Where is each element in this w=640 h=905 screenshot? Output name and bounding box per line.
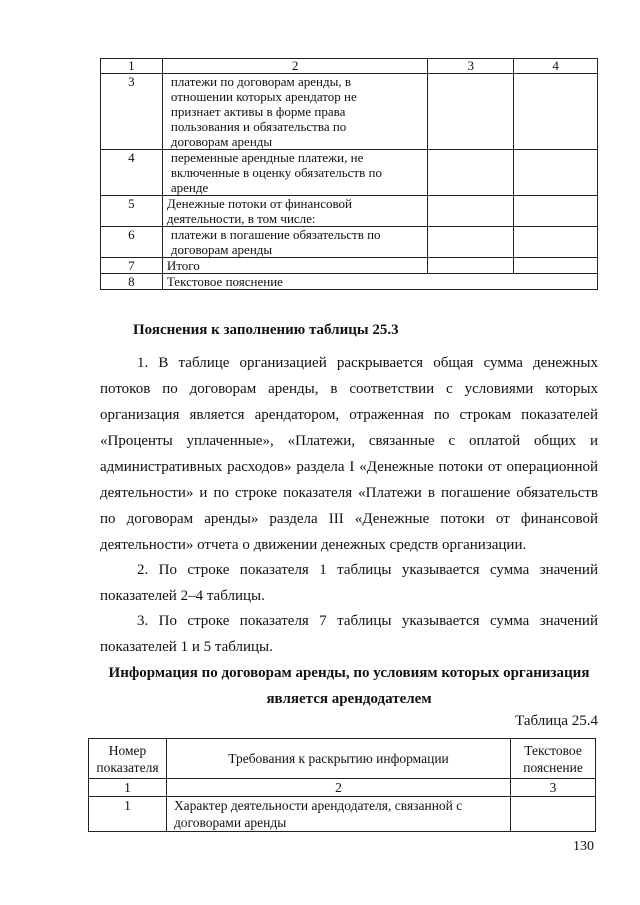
- row-description: переменные арендные платежи, не включенные в оценку обязательств по аренде: [162, 150, 428, 196]
- header-disclosure-requirements: Требования к раскрытию информации: [166, 739, 510, 779]
- column-number-4: 4: [514, 59, 598, 74]
- row-description: Денежные потоки от финансовой деятельности, в том числе:: [162, 196, 428, 227]
- table-row: [101, 258, 598, 274]
- table-row: [101, 150, 598, 196]
- note-paragraph-3: 3. По строке показателя 7 таблицы указывается сумма значений показателей 1 и 5 таблицы.: [100, 613, 598, 655]
- table-25-3-continuation: [100, 58, 598, 290]
- value-cell: [428, 258, 514, 274]
- table-row: [101, 274, 598, 290]
- header-indicator-number: Номер показателя: [89, 739, 167, 779]
- table-25-4: [88, 738, 596, 832]
- value-cell: [428, 74, 514, 150]
- column-number-1: 1: [89, 779, 167, 797]
- value-cell: [514, 258, 598, 274]
- row-number: 5: [101, 196, 163, 227]
- row-number: 1: [89, 797, 167, 832]
- note-paragraph-1: 1. В таблице организацией раскрывается общая сумма денежных потоков по договорам аренды, в соответствии с условиями которых организация является арендатором, отраженная по строкам показателей «Проценты уплаченные», «Платежи, связанные с оплатой общих и административных расходов» раздела I «Денежные потоки от операционной деятельности» и по строке показателя «Платежи в погашение обязательств по договорам аренды» раздела III «Денежные потоки от финансовой деятельности» отчета о движении денежных средств организации.: [100, 355, 598, 553]
- column-number-1: 1: [101, 59, 163, 74]
- row-description: платежи по договорам аренды, в отношении которых арендатор не признает активы в форме права пользования и обязательства по договорам аренды: [162, 74, 428, 150]
- table-row: [101, 196, 598, 227]
- value-cell: [511, 797, 596, 832]
- column-number-2: 2: [166, 779, 510, 797]
- section-title: Информация по договорам аренды, по условиям которых организация является арендодателем: [108, 665, 590, 707]
- table-number-row: [89, 779, 596, 797]
- page-number: 130: [573, 839, 594, 854]
- row-number: 3: [101, 74, 163, 150]
- column-number-2: 2: [162, 59, 428, 74]
- row-description: платежи в погашение обязательств по договорам аренды: [162, 227, 428, 258]
- table-header-row: [89, 739, 596, 779]
- table-row: [101, 227, 598, 258]
- row-number: 7: [101, 258, 163, 274]
- table-label: Таблица 25.4: [515, 713, 598, 729]
- row-description: Характер деятельности арендодателя, связанной с договорами аренды: [166, 797, 510, 832]
- notes-heading: Пояснения к заполнению таблицы 25.3: [133, 322, 399, 338]
- row-number: 8: [101, 274, 163, 290]
- table-row: [101, 74, 598, 150]
- value-cell: [428, 150, 514, 196]
- row-description: Итого: [162, 258, 428, 274]
- value-cell: [428, 196, 514, 227]
- header-text-explanation: Текстовое пояснение: [511, 739, 596, 779]
- note-paragraph-2: 2. По строке показателя 1 таблицы указывается сумма значений показателей 2–4 таблицы.: [100, 562, 598, 604]
- row-number: 6: [101, 227, 163, 258]
- column-number-3: 3: [428, 59, 514, 74]
- table-row: [89, 797, 596, 832]
- value-cell: [514, 196, 598, 227]
- row-description: Текстовое пояснение: [162, 274, 597, 290]
- value-cell: [428, 227, 514, 258]
- value-cell: [514, 74, 598, 150]
- row-number: 4: [101, 150, 163, 196]
- column-number-3: 3: [511, 779, 596, 797]
- value-cell: [514, 150, 598, 196]
- value-cell: [514, 227, 598, 258]
- table-header-row: [101, 59, 598, 74]
